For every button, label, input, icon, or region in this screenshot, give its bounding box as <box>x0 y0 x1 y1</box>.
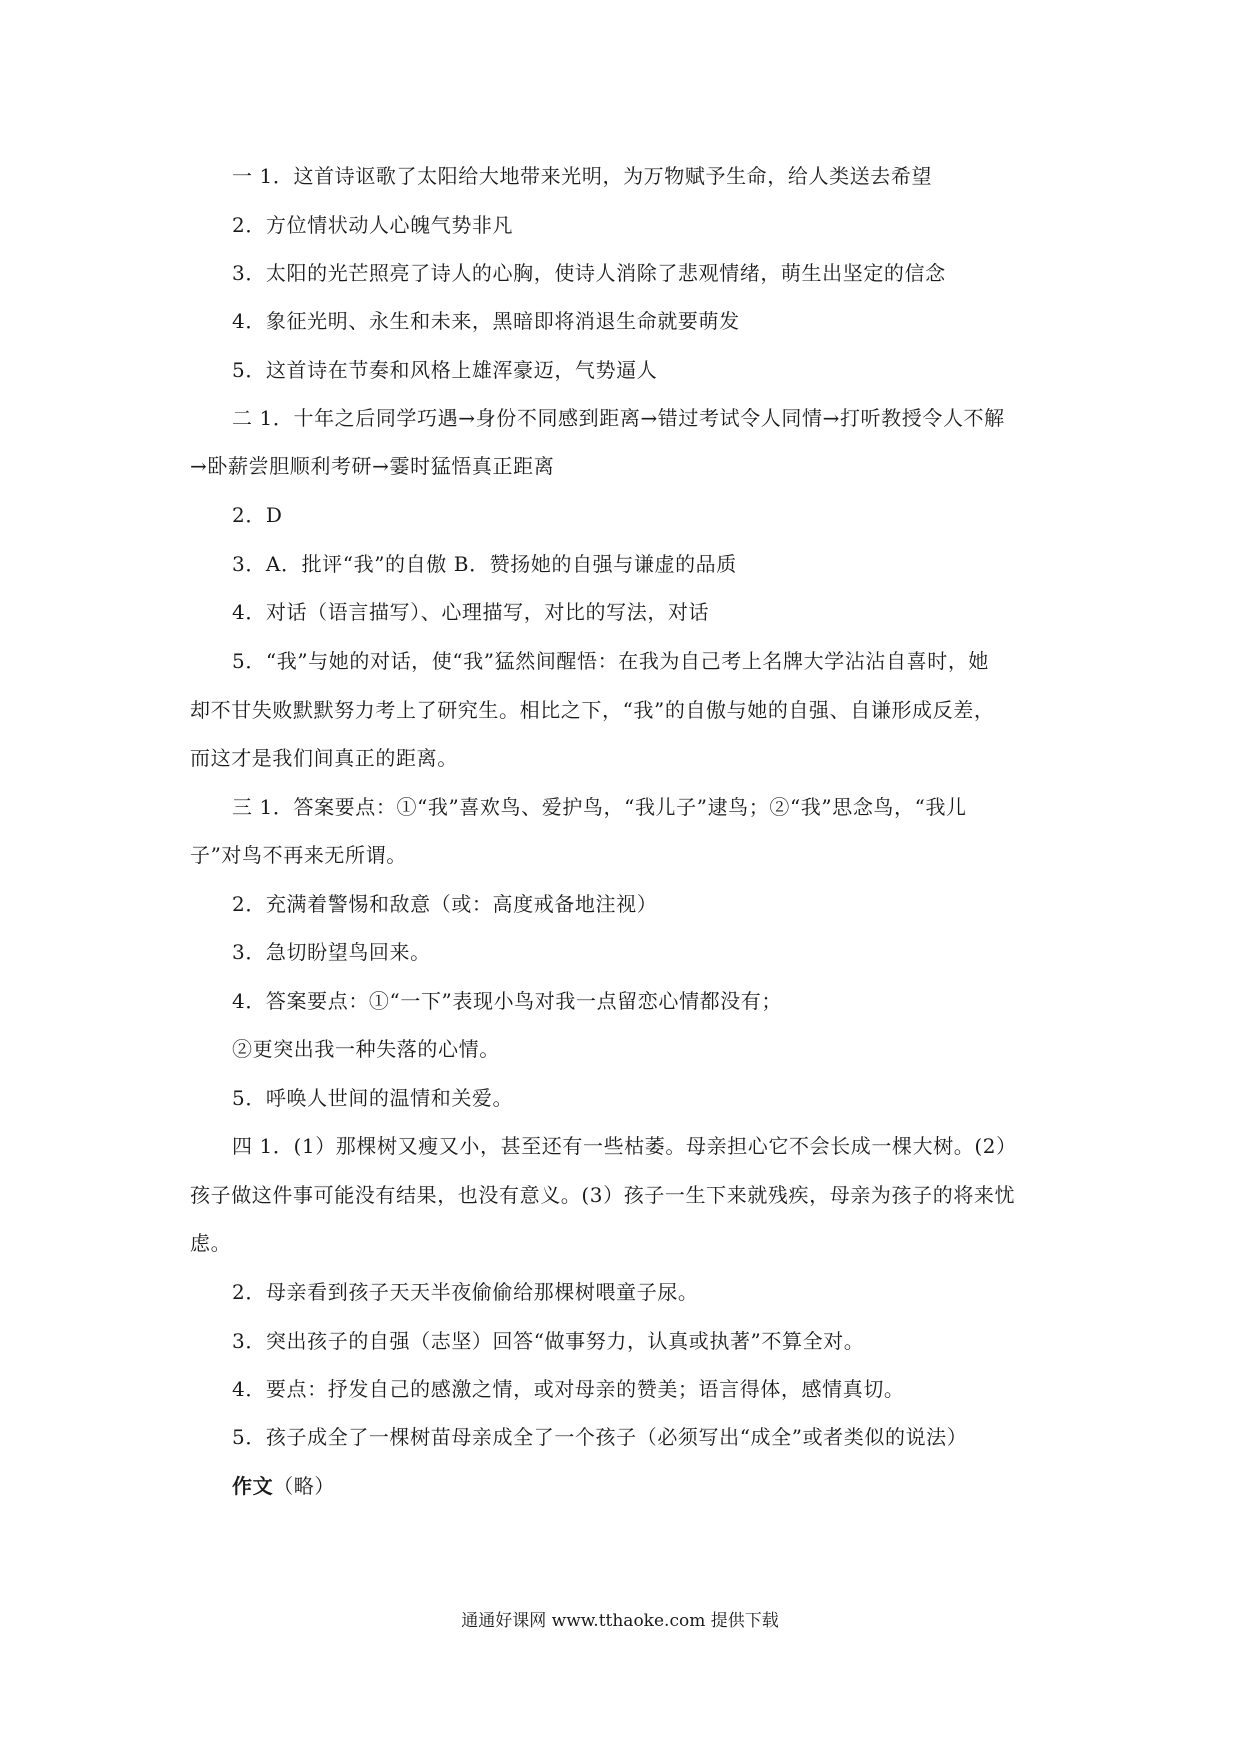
answer-2-5-line2: 却不甘失败默默努力考上了研究生。相比之下，“我”的自傲与她的自强、自谦形成反差， <box>190 698 995 722</box>
answer-1-5: 5．这首诗在节奏和风格上雄浑豪迈，气势逼人 <box>232 358 658 382</box>
answer-2-3: 3．A．批评“我”的自傲 B．赞扬她的自强与谦虚的品质 <box>232 552 737 576</box>
answer-3-4-line1: 4．答案要点：①“一下”表现小鸟对我一点留恋心情都没有； <box>232 989 782 1013</box>
answer-4-1-line3: 虑。 <box>190 1231 232 1255</box>
answer-4-2: 2．母亲看到孩子天天半夜偷偷给那棵树喂童子尿。 <box>232 1280 699 1304</box>
footer-credit: 通通好课网 www.tthaoke.com 提供下载 <box>461 1611 779 1631</box>
answer-1-2: 2．方位情状动人心魄气势非凡 <box>232 213 514 237</box>
answer-3-5: 5．呼唤人世间的温情和关爱。 <box>232 1086 514 1110</box>
answer-4-1-line1: 四 1．(1）那棵树又瘦又小，甚至还有一些枯萎。母亲担心它不会长成一棵大树。(2） <box>232 1134 1017 1158</box>
answer-2-5-line3: 而这才是我们间真正的距离。 <box>190 746 458 770</box>
answer-4-1-line2: 孩子做这件事可能没有结果，也没有意义。(3）孩子一生下来就残疾，母亲为孩子的将来忧 <box>190 1183 1016 1207</box>
answer-3-1-line2: 子”对鸟不再来无所谓。 <box>190 843 407 867</box>
answer-4-5: 5．孩子成全了一棵树苗母亲成全了一个孩子（必须写出“成全”或者类似的说法） <box>232 1425 968 1449</box>
answer-3-1-line1: 三 1．答案要点：①“我”喜欢鸟、爱护鸟，“我儿子”逮鸟；②“我”思念鸟，“我儿 <box>232 795 967 819</box>
answer-3-4-line2: ②更突出我一种失落的心情。 <box>232 1037 500 1061</box>
essay-label: 作文 <box>232 1474 274 1498</box>
essay-note: （略） <box>273 1474 336 1498</box>
answer-2-5-line1: 5．“我”与她的对话，使“我”猛然间醒悟：在我为自己考上名牌大学沾沾自喜时，她 <box>232 649 990 673</box>
answer-4-4: 4．要点：抒发自己的感激之情，或对母亲的赞美；语言得体，感情真切。 <box>232 1377 905 1401</box>
answer-1-4: 4．象征光明、永生和未来，黑暗即将消退生命就要萌发 <box>232 309 740 333</box>
answer-3-2: 2．充满着警惕和敌意（或：高度戒备地注视） <box>232 892 658 916</box>
answer-2-2: 2．D <box>232 503 283 527</box>
answer-2-4: 4．对话（语言描写）、心理描写，对比的写法，对话 <box>232 600 710 624</box>
answer-2-1-line2: →卧薪尝胆顺利考研→霎时猛悟真正距离 <box>190 454 555 478</box>
answer-2-1-line1: 二 1．十年之后同学巧遇→身份不同感到距离→错过考试令人同情→打听教授令人不解 <box>232 406 1005 430</box>
answer-4-3: 3．突出孩子的自强（志坚）回答“做事努力，认真或执著”不算全对。 <box>232 1329 865 1353</box>
answer-3-3: 3．急切盼望鸟回来。 <box>232 940 431 964</box>
answer-1-1: 一 1．这首诗讴歌了太阳给大地带来光明，为万物赋予生命，给人类送去希望 <box>232 164 933 188</box>
answer-1-3: 3．太阳的光芒照亮了诗人的心胸，使诗人消除了悲观情绪，萌生出坚定的信念 <box>232 261 946 285</box>
essay-line <box>232 1473 1240 1499</box>
